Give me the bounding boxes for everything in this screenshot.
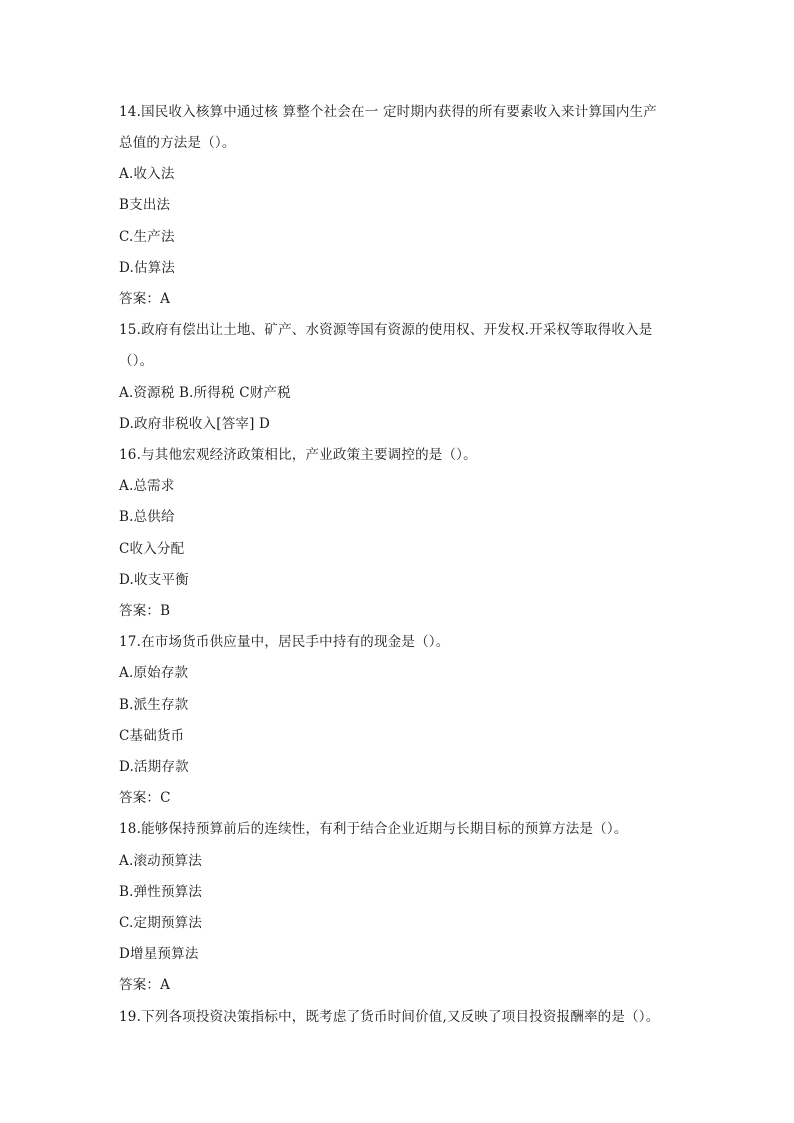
q19-stem: 19.下列各项投资决策指标中，既考虑了货币时间价值,又反映了项目投资报酬率的是（）。: [119, 1009, 660, 1025]
q16-stem: 16.与其他宏观经济政策相比，产业政策主要调控的是（）。: [119, 447, 477, 463]
q18-stem: 18.能够保持预算前后的连续性，有利于结合企业近期与长期目标的预算方法是（）。: [119, 821, 628, 837]
q16-option-a: A.总需求: [119, 478, 175, 494]
q17-stem: 17.在市场货币供应量中，居民手中持有的现金是（）。: [119, 634, 450, 650]
q15-options-abc: A.资源税 B.所得税 C财产税: [119, 385, 291, 401]
q14-option-c: C.生产法: [119, 229, 175, 245]
q17-option-d: D.活期存款: [119, 759, 189, 775]
q17-option-a: A.原始存款: [119, 665, 189, 681]
q17-option-c: C基础货币: [119, 728, 185, 744]
q14-option-b: B支出法: [119, 197, 171, 213]
q18-answer: 答案：A: [119, 977, 171, 993]
q18-option-b: B.弹性预算法: [119, 884, 203, 900]
q14-answer: 答案：A: [119, 291, 171, 307]
q14-stem-line1: 14.国民收入核算中通过核 算整个社会在一 定时期内获得的所有要素收入来计算国内生产: [119, 104, 657, 120]
q16-option-c: C收入分配: [119, 541, 185, 557]
q18-option-c: C.定期预算法: [119, 915, 203, 931]
q18-option-a: A.滚动预算法: [119, 853, 202, 869]
q16-option-d: D.收支平衡: [119, 572, 189, 588]
q14-option-d: D.估算法: [119, 260, 176, 276]
q16-option-b: B.总供给: [119, 509, 175, 525]
q15-stem-line1: 15.政府有偿出让土地、矿产、水资源等国有资源的使用权、开发权.开采权等取得收入是: [119, 322, 653, 338]
q14-option-a: A.收入法: [119, 166, 175, 182]
q14-stem-line2: 总值的方法是（）。: [119, 135, 236, 151]
q17-option-b: B.派生存款: [119, 697, 189, 713]
q18-option-d: D增星预算法: [119, 946, 199, 962]
q17-answer: 答案：C: [119, 790, 171, 806]
q15-option-d-answer: D.政府非税收入[答宰] D: [119, 416, 271, 432]
q15-stem-line2: （）。: [119, 353, 154, 369]
q16-answer: 答案：B: [119, 603, 171, 619]
